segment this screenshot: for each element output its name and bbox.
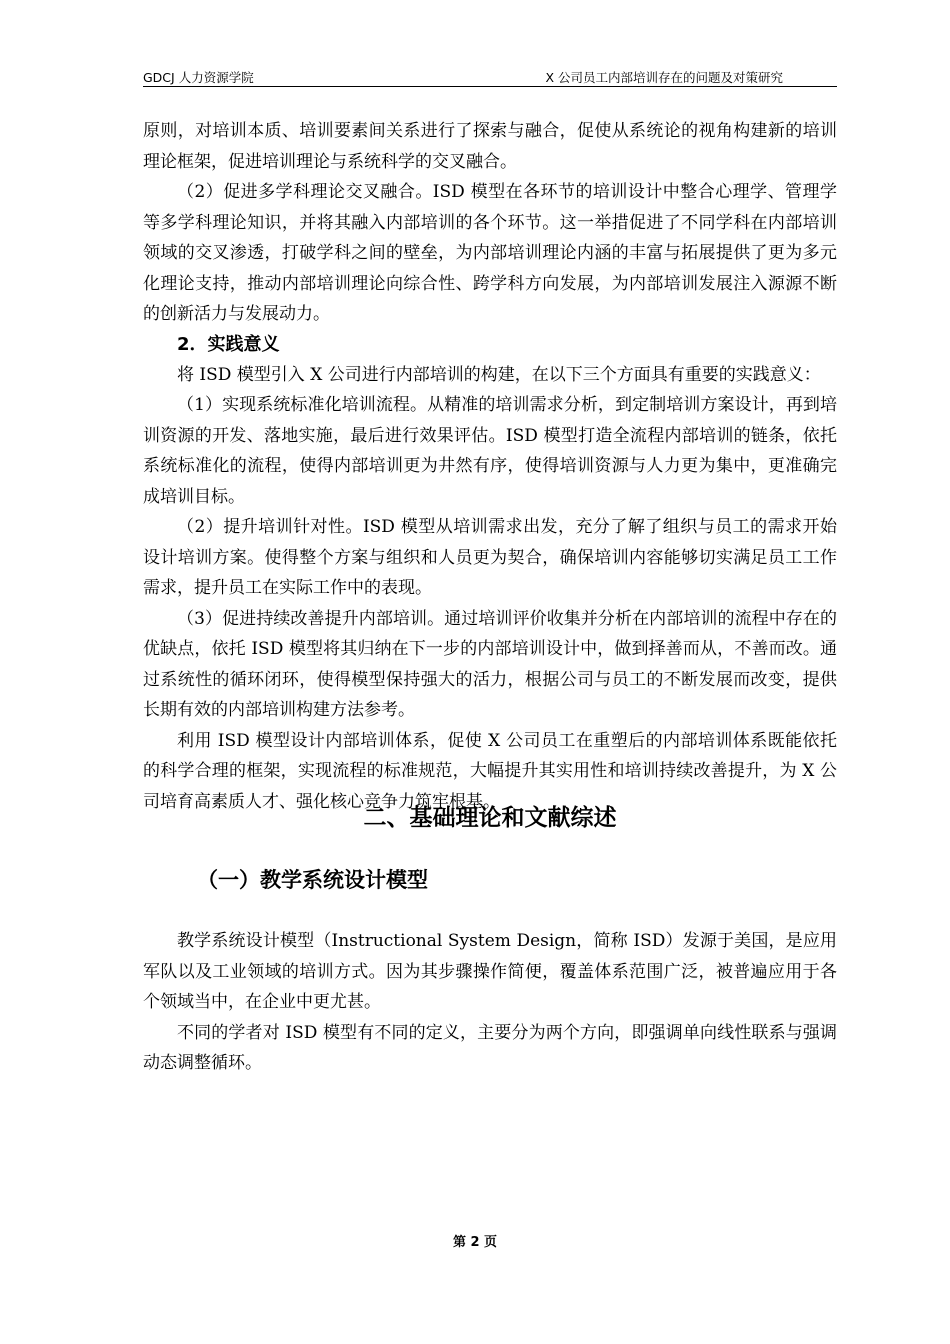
paragraph: （1）实现系统标准化培训流程。从精准的培训需求分析，到定制培训方案设计，再到培训资源的开发、落地实施，最后进行效果评估。ISD 模型打造全流程内部培训的链条，依托系统标准化的流程，使得内部培训更为井然有序，使得培训资源与人力更为集中，更准确完成培训目标。 <box>143 395 837 507</box>
paragraph: （3）促进持续改善提升内部培训。通过培训评价收集并分析在内部培训的流程中存在的优缺点，依托 ISD 模型将其归纳在下一步的内部培训设计中，做到择善而从，不善而改。通过系统性的循环闭环，使得模型保持强大的活力，根据公司与员工的不断发展而改变，提供长期有效的内部培训构建方法参考。 <box>143 608 837 720</box>
section-heading: （一）教学系统设计模型 <box>197 868 428 892</box>
lower-section <box>143 0 837 1344</box>
header-left-text: GDCJ 人力资源学院 <box>143 70 254 85</box>
paragraph: 不同的学者对 ISD 模型有不同的定义，主要分为两个方向，即强调单向线性联系与强调动态调整循环。 <box>143 1022 837 1073</box>
header-right-text: X 公司员工内部培训存在的问题及对策研究 <box>545 70 783 85</box>
paragraph: 原则，对培训本质、培训要素间关系进行了探索与融合，促使从系统论的视角构建新的培训理论框架，促进培训理论与系统科学的交叉融合。 <box>143 121 837 172</box>
paragraph: 利用 ISD 模型设计内部培训体系，促使 X 公司员工在重塑后的内部培训体系既能依托的科学合理的框架，实现流程的标准规范，大幅提升其实用性和培训持续改善提升，为 X 公司培育高素质人才、强化核心竞争力筑牢根基。 <box>143 730 837 812</box>
page-number: 第 2 页 <box>452 1235 498 1250</box>
paragraph: （2）促进多学科理论交叉融合。ISD 模型在各环节的培训设计中整合心理学、管理学等多学科理论知识，并将其融入内部培训的各个环节。这一举措促进了不同学科在内部培训领域的交叉渗透，打破学科之间的壁垒，为内部培训理论内涵的丰富与拓展提供了更为多元化理论支持，推动内部培训理论向综合性、跨学科方向发展，为内部培训发展注入源源不断的创新活力与发展动力。 <box>143 182 837 324</box>
chapter-heading: 二、基础理论和文献综述 <box>363 805 617 831</box>
paragraph: 教学系统设计模型（Instructional System Design，简称 ISD）发源于美国，是应用军队以及工业领域的培训方式。因为其步骤操作简便，覆盖体系范围广泛，被普遍应用于各个领域当中，在企业中更尤甚。 <box>143 931 837 1012</box>
paragraph: （2）提升培训针对性。ISD 模型从培训需求出发，充分了解了组织与员工的需求开始设计培训方案。使得整个方案与组织和人员更为契合，确保培训内容能够切实满足员工工作需求，提升员工在实际工作中的表现。 <box>143 517 837 598</box>
paragraph: 将 ISD 模型引入 X 公司进行内部培训的构建，在以下三个方面具有重要的实践意义： <box>177 364 821 385</box>
section-body <box>143 926 837 1079</box>
subheading-practical: 2．实践意义 <box>177 333 280 355</box>
